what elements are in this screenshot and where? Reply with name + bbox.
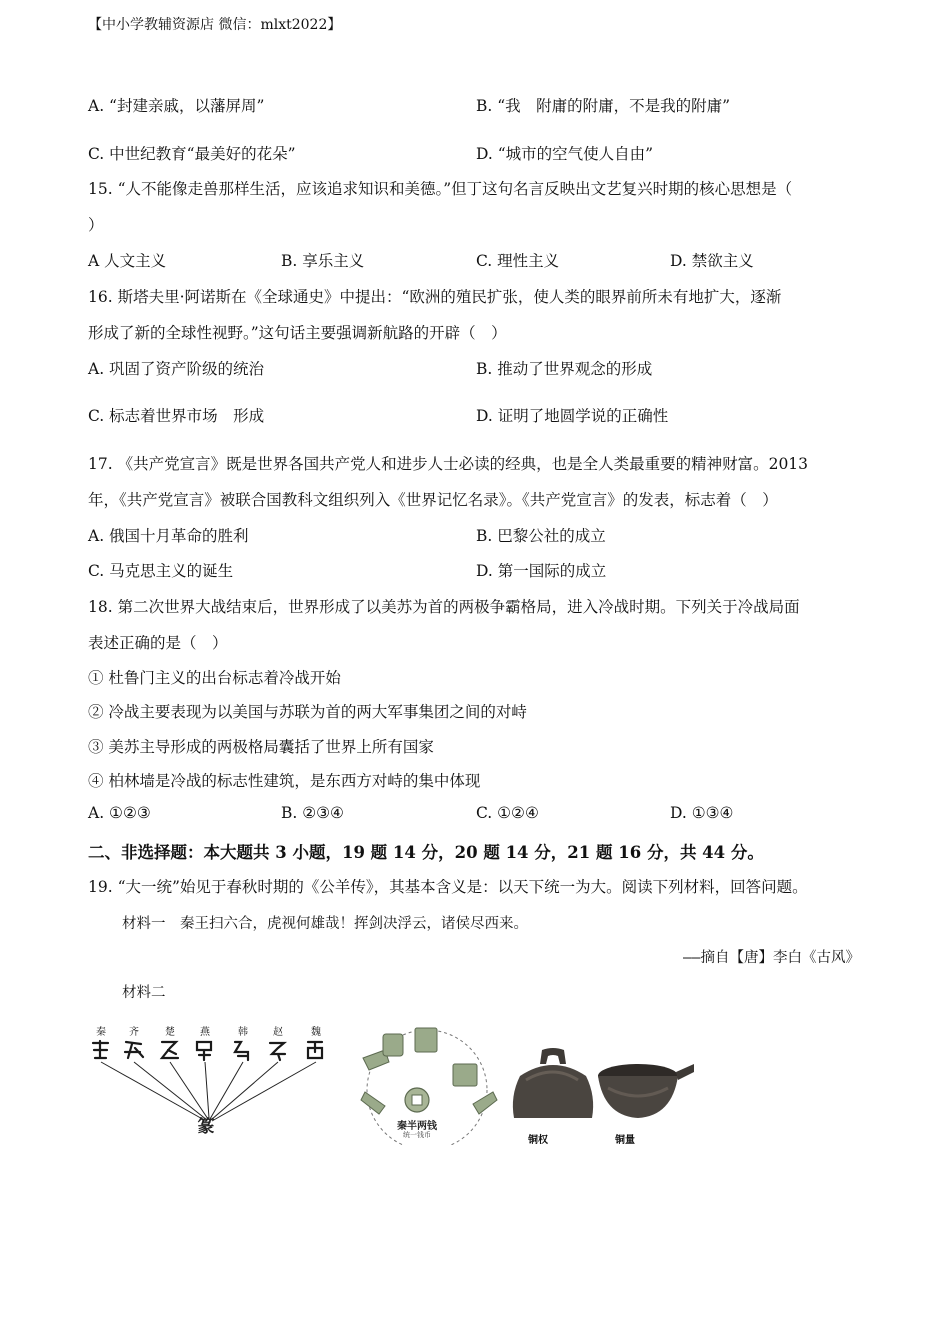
bronze-weight-handle [540,1048,566,1064]
bronze-measure-handle [676,1064,694,1080]
bronze-measure-caption: 铜量 [615,1135,635,1146]
script-glyph-chu [162,1042,178,1058]
q17-option-a: A. 俄国十月革命的胜利 [88,527,249,545]
q16-option-b: B. 推动了世界观念的形成 [476,360,653,378]
bronze-measure-figure [596,1054,696,1124]
banliang-label: 秦半两钱 [397,1121,437,1132]
section-2-title: 二、非选择题：本大题共 3 小题，19 题 14 分，20 题 14 分，21 题 16 分，共 44 分。 [88,843,764,862]
q14-option-d: D. “城市的空气使人自由” [476,145,654,163]
q18-statement-4: ④ 柏林墙是冷战的标志性建筑，是东西方对峙的集中体现 [88,772,481,790]
banliang-square-hole [412,1095,422,1105]
spade-coin-right [453,1064,477,1086]
state-label-qi: 齐 [129,1027,139,1038]
script-unification-diagram [88,1018,338,1143]
spade-coin-top [415,1028,437,1052]
q17-option-c: C. 马克思主义的诞生 [88,562,234,580]
qin-seal-script-glyph: 篆 [197,1117,215,1137]
script-glyph-yan [197,1042,211,1060]
knife-coin-lower-left [361,1092,385,1114]
q18-statement-3: ③ 美苏主导形成的两极格局囊括了世界上所有国家 [88,738,434,756]
q19-stem: 19. “大一统”始见于春秋时期的《公羊传》，其基本含义是：以天下统一为大。阅读下列材料，回答问题。 [88,878,808,896]
bronze-weight-figure [508,1046,598,1126]
state-label-qin: 秦 [96,1027,106,1038]
q19-material-1: 材料一 秦王扫六合，虎视何雄哉！挥剑决浮云，诸侯尽西来。 [122,916,528,932]
q17-stem-line2: 年，《共产党宣言》被联合国教科文组织列入《世界记忆名录》。《共产党宣言》的发表，标志着（ ） [88,491,778,509]
q16-stem-line1: 16. 斯塔夫里·阿诺斯在《全球通史》中提出：“欧洲的殖民扩张，使人类的眼界前所未有地扩大，逐渐 [88,288,782,306]
q16-option-c: C. 标志着世界市场 形成 [88,407,265,425]
script-glyph-wei [308,1042,322,1058]
q14-option-a: A. “封建亲戚，以藩屏周” [88,97,265,115]
script-glyph-qi [125,1042,143,1058]
q16-option-a: A. 巩固了资产阶级的统治 [88,360,265,378]
state-label-chu: 楚 [165,1027,175,1038]
q15-stem-line2: ） [88,216,104,234]
page-header: 【中小学教辅资源店 微信：mlxt2022】 [88,17,342,33]
script-glyph-zhao [270,1043,285,1060]
bronze-weight-caption: 铜权 [528,1135,548,1146]
q18-option-c: C. ①②④ [476,804,539,822]
spade-coin-top-left [383,1034,403,1056]
script-unification-figure [88,1018,338,1143]
q16-option-d: D. 证明了地圆学说的正确性 [476,407,669,425]
ancient-script-glyphs [88,1038,338,1064]
q18-statement-2: ② 冷战主要表现为以美国与苏联为首的两大军事集团之间的对峙 [88,703,527,721]
state-label-yan: 燕 [200,1027,210,1038]
q15-option-c: C. 理性主义 [476,252,560,270]
coin-unification-figure [355,1020,505,1145]
q17-option-b: B. 巴黎公社的成立 [476,527,606,545]
q17-stem-line1: 17. 《共产党宣言》既是世界各国共产党人和进步人士必读的经典，也是全人类最重要的精神财富。2013 [88,455,809,473]
q15-option-b: B. 享乐主义 [281,252,365,270]
bronze-measure-image [596,1054,696,1124]
state-label-zhao: 赵 [273,1027,283,1038]
q14-option-b: B. “我 附庸的附庸，不是我的附庸” [476,97,731,115]
convergence-lines [101,1062,316,1121]
q19-material-1-source: ——摘自【唐】李白《古风》 [683,950,860,966]
q16-stem-line2: 形成了新的全球性视野。”这句话主要强调新航路的开辟（ ） [88,324,507,342]
state-label-wei: 魏 [311,1027,321,1038]
q15-stem-line1: 15. “人不能像走兽那样生活，应该追求知识和美德。”但丁这句名言反映出文艺复兴时期的核心思想是（ [88,180,793,198]
bronze-weight-image [508,1046,598,1126]
q18-stem-line2: 表述正确的是（ ） [88,634,228,652]
q18-option-b: B. ②③④ [281,804,344,822]
q18-option-d: D. ①③④ [670,804,734,822]
knife-coin-right [473,1092,497,1114]
unify-coins-label: 统一钱币 [403,1131,431,1139]
q17-option-d: D. 第一国际的成立 [476,562,607,580]
state-label-han: 韩 [238,1027,248,1038]
q15-option-a: A 人文主义 [88,252,167,270]
script-glyph-han [235,1042,248,1060]
q18-stem-line1: 18. 第二次世界大战结束后，世界形成了以美苏为首的两极争霸格局，进入冷战时期。下列关于冷战局面 [88,598,800,616]
q18-option-a: A. ①②③ [88,804,151,822]
q19-material-2-label: 材料二 [122,985,166,1001]
q14-option-c: C. 中世纪教育“最美好的花朵” [88,145,296,163]
q15-option-d: D. 禁欲主义 [670,252,754,270]
q18-statement-1: ① 杜鲁门主义的出台标志着冷战开始 [88,669,341,687]
script-glyph-qin [93,1041,108,1058]
